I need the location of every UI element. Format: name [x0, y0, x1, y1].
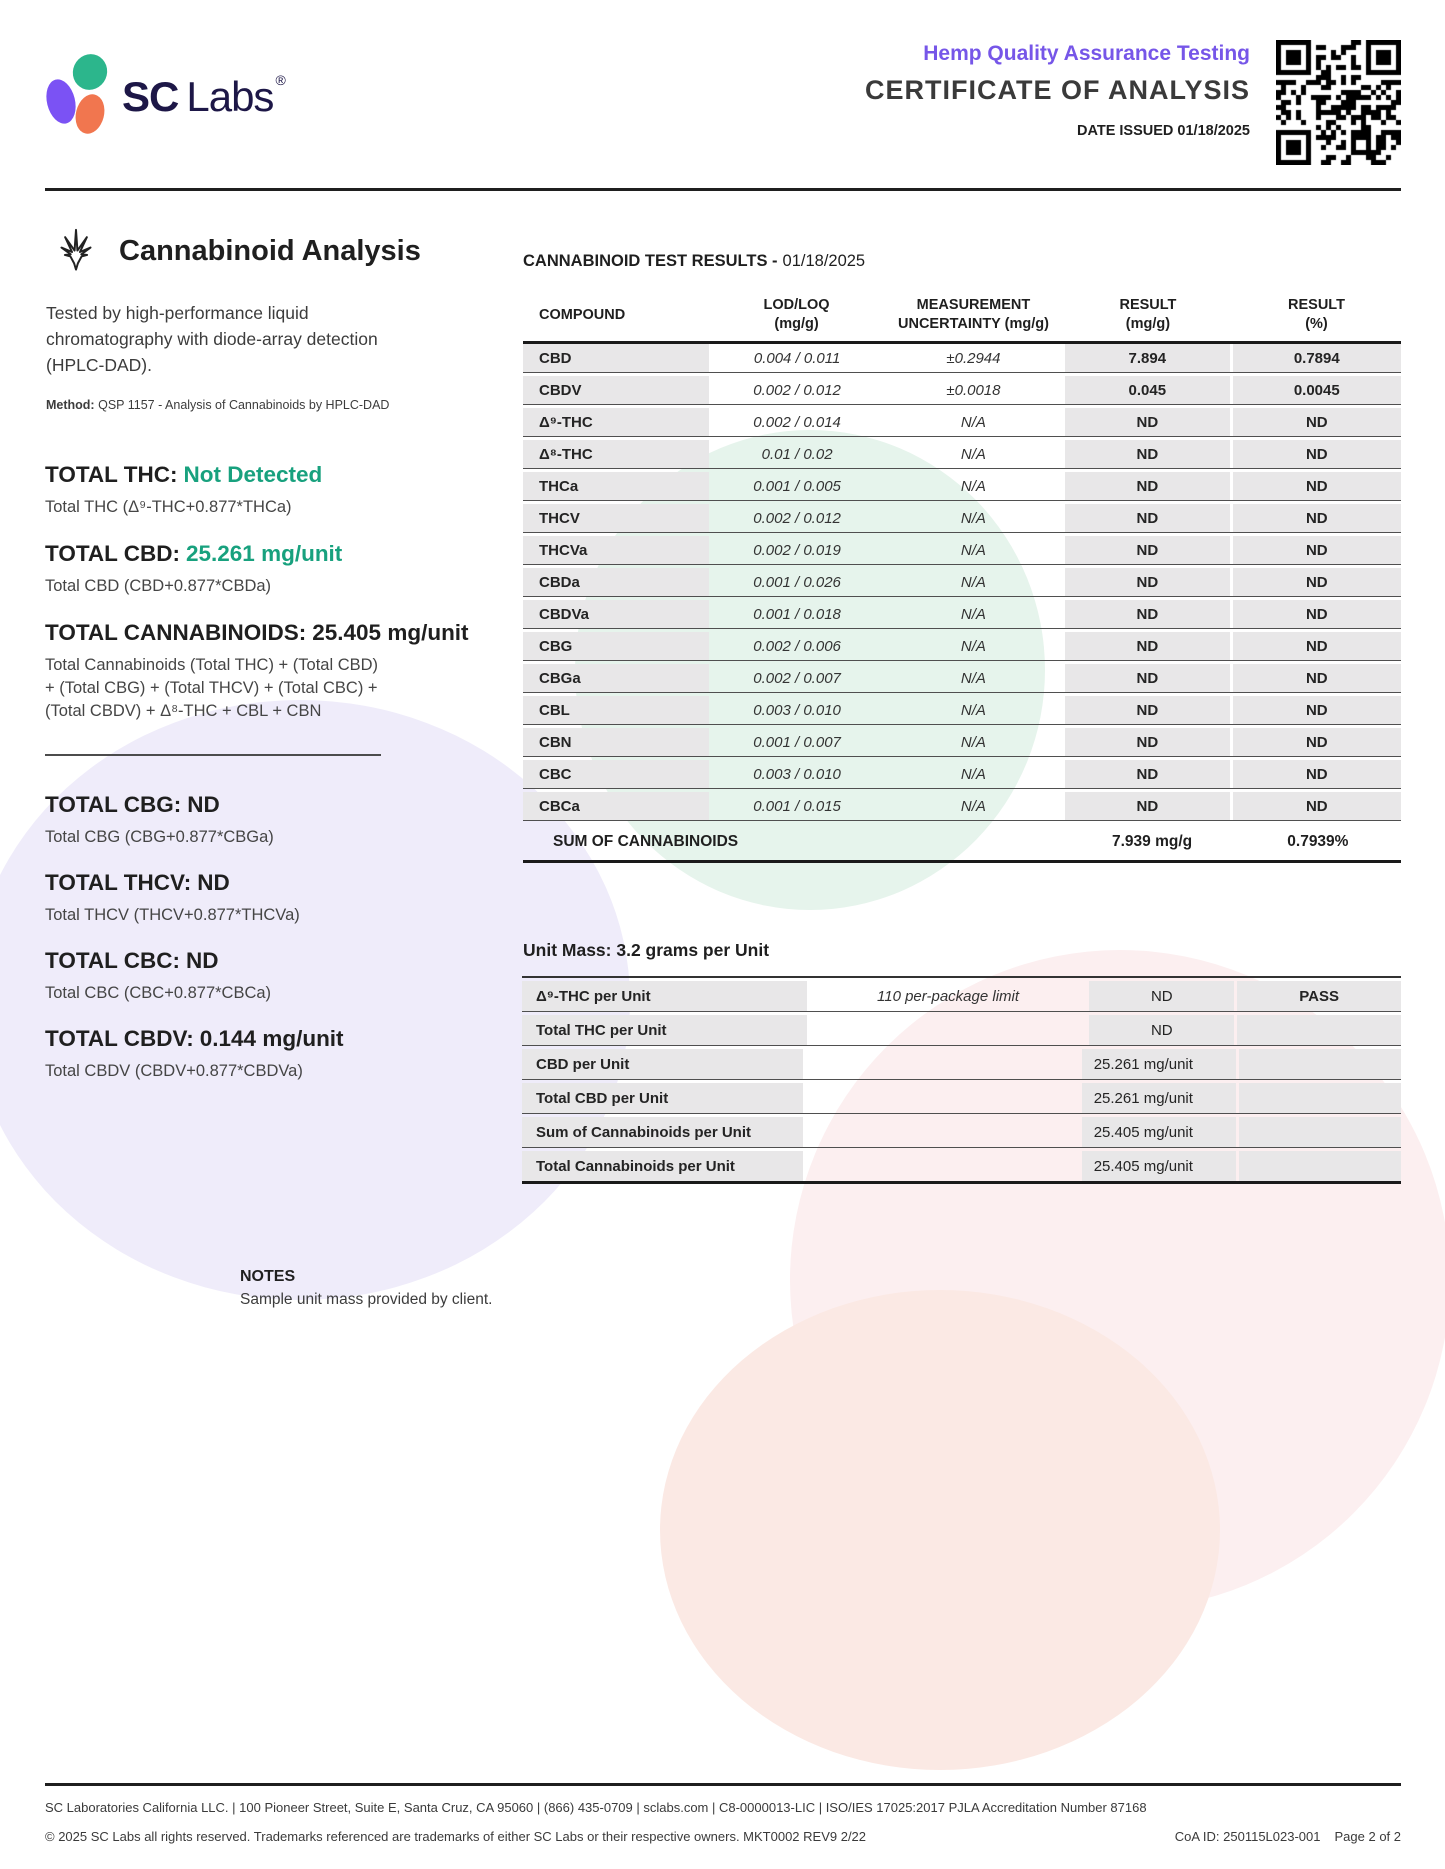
- cell-lod_loq: 0.004 / 0.011: [753, 349, 841, 367]
- cell-result_mg: ND: [1065, 632, 1229, 660]
- cell-result_mg: ND: [1065, 600, 1229, 628]
- table-row: [523, 376, 1401, 405]
- cell-result_pct: ND: [1233, 760, 1401, 788]
- cell-result_pct: ND: [1233, 440, 1401, 468]
- total-cbdv-label: TOTAL CBDV:: [45, 1026, 194, 1051]
- cell-uncertainty: N/A: [960, 541, 986, 559]
- cell-uncertainty: N/A: [960, 477, 986, 495]
- cell-uncertainty: N/A: [960, 637, 986, 655]
- hemp-leaf-icon: [45, 218, 107, 284]
- total-cbd-formula: Total CBD (CBD+0.877*CBDa): [45, 577, 272, 595]
- footer-copyright: © 2025 SC Labs all rights reserved. Trademarks referenced are trademarks of either SC Labs or their respective owners. MKT0002 REV9 2/22: [45, 1829, 867, 1844]
- sum-label: SUM OF CANNABINOIDS: [553, 833, 739, 850]
- cell-result: 25.261 mg/unit: [1082, 1049, 1237, 1079]
- total-thcv-block: [45, 870, 445, 927]
- footer-legal-line: [45, 1829, 1401, 1844]
- cell-lod_loq: 0.001 / 0.015: [753, 797, 841, 815]
- cell-compound: THCVa: [523, 536, 709, 564]
- column-header-result-mg: RESULT (mg/g): [1119, 297, 1177, 332]
- salmon-blob-decoration: [660, 1290, 1220, 1770]
- total-thc-value: Not Detected: [183, 462, 323, 487]
- table-row: [523, 728, 1401, 757]
- total-thcv-heading: [45, 870, 445, 896]
- cell-result_pct: ND: [1233, 728, 1401, 756]
- cell-result_pct: ND: [1233, 792, 1401, 820]
- cell-compound: Δ⁹-THC: [523, 408, 709, 436]
- cell-uncertainty: N/A: [960, 605, 986, 623]
- cell-result_pct: ND: [1233, 408, 1401, 436]
- table-row: [522, 1151, 1401, 1184]
- notes-body: Sample unit mass provided by client.: [240, 1291, 493, 1308]
- total-cbdv-value: 0.144 mg/unit: [199, 1026, 344, 1051]
- footer-divider: [45, 1783, 1401, 1786]
- cell-result_pct: ND: [1233, 568, 1401, 596]
- cell-uncertainty: ±0.2944: [946, 349, 1001, 367]
- cell-pass: [1239, 1049, 1401, 1079]
- table-row: [523, 344, 1401, 373]
- column-header-lodloq: LOD/LOQ (mg/g): [763, 297, 830, 332]
- column-header-compound: COMPOUND: [539, 306, 626, 323]
- cell-uncertainty: N/A: [960, 573, 986, 591]
- total-cbd-label: TOTAL CBD:: [45, 541, 180, 566]
- cell-uncertainty: N/A: [960, 445, 986, 463]
- table-row: [522, 981, 1401, 1012]
- cell-result_mg: 0.045: [1065, 376, 1229, 404]
- cell-pass: [1239, 1151, 1401, 1181]
- cell-result: 25.405 mg/unit: [1082, 1151, 1237, 1181]
- cell-compound: CBDVa: [523, 600, 709, 628]
- certificate-title: CERTIFICATE OF ANALYSIS: [864, 75, 1250, 105]
- method-description: Tested by high-performance liquid chromatography with diode-array detection (HPLC-DAD).: [46, 303, 378, 375]
- cell-uncertainty: N/A: [960, 413, 986, 431]
- cell-result_pct: ND: [1233, 536, 1401, 564]
- cell-middle: [806, 1151, 1079, 1181]
- logo-registered-mark: ®: [275, 72, 285, 88]
- cell-middle: [806, 1117, 1079, 1147]
- footer-lab-info: SC Laboratories California LLC. | 100 Pioneer Street, Suite E, Santa Cruz, CA 95060 | (866) 435-0709 | sclabs.com | C8-0000013-LIC | ISO/IES 17025:2017 PJLA Accreditation Number 87168: [45, 1800, 1147, 1815]
- table-row: [523, 568, 1401, 597]
- logo-oval-purple: [42, 76, 80, 126]
- total-cbd-value: 25.261 mg/unit: [186, 541, 343, 566]
- cell-lod_loq: 0.002 / 0.007: [753, 669, 841, 687]
- table-row: [523, 760, 1401, 789]
- cell-compound: CBL: [523, 696, 709, 724]
- cell-lod_loq: 0.001 / 0.007: [753, 733, 841, 751]
- cell-lod_loq: 0.01 / 0.02: [761, 445, 833, 463]
- cell-compound: THCV: [523, 504, 709, 532]
- table-row: [523, 600, 1401, 629]
- cell-uncertainty: N/A: [960, 797, 986, 815]
- cell-compound: THCa: [523, 472, 709, 500]
- cell-result_mg: ND: [1065, 504, 1229, 532]
- cell-pass: [1239, 1117, 1401, 1147]
- total-cbdv-heading: [45, 1026, 445, 1052]
- cell-compound: CBGa: [523, 664, 709, 692]
- total-cannabinoids-value: 25.405 mg/unit: [312, 620, 469, 645]
- column-header-result-pct: RESULT (%): [1288, 297, 1345, 332]
- total-cbd-block: [45, 541, 445, 598]
- cell-uncertainty: N/A: [960, 765, 986, 783]
- cell-middle: 110 per-package limit: [877, 987, 1020, 1005]
- table-row: [523, 472, 1401, 501]
- cell-pass: [1237, 1015, 1401, 1045]
- sclabs-logo-text: [122, 72, 285, 121]
- cell-result_pct: ND: [1233, 696, 1401, 724]
- total-cbc-formula: Total CBC (CBC+0.877*CBCa): [45, 984, 272, 1002]
- cell-lod_loq: 0.002 / 0.012: [753, 509, 841, 527]
- cell-lod_loq: 0.001 / 0.026: [753, 573, 841, 591]
- cell-compound: CBDV: [523, 376, 709, 404]
- cell-result_mg: ND: [1065, 728, 1229, 756]
- cell-uncertainty: ±0.0018: [946, 381, 1001, 399]
- cell-result_mg: 7.894: [1065, 344, 1229, 372]
- cell-uncertainty: N/A: [960, 733, 986, 751]
- total-thc-heading: [45, 462, 445, 488]
- cell-label: Total Cannabinoids per Unit: [522, 1151, 803, 1181]
- section-title: Cannabinoid Analysis: [119, 234, 421, 267]
- date-issued: DATE ISSUED 01/18/2025: [1076, 123, 1250, 139]
- total-cbd-heading: [45, 541, 445, 567]
- total-cannabinoids-heading: [45, 620, 469, 646]
- footer-right: [1161, 1829, 1401, 1844]
- cell-lod_loq: 0.003 / 0.010: [753, 765, 841, 783]
- table-row: [523, 440, 1401, 469]
- logo-sc: SC: [122, 73, 179, 120]
- cell-compound: CBN: [523, 728, 709, 756]
- total-thcv-label: TOTAL THCV:: [45, 870, 192, 895]
- cell-result_mg: ND: [1065, 568, 1229, 596]
- total-cbg-label: TOTAL CBG:: [45, 792, 182, 817]
- cell-lod_loq: 0.003 / 0.010: [753, 701, 841, 719]
- table-row: [523, 536, 1401, 565]
- total-thc-formula: Total THC (Δ⁹-THC+0.877*THCa): [45, 498, 292, 516]
- cell-pass: [1239, 1083, 1401, 1113]
- cell-result_mg: ND: [1065, 760, 1229, 788]
- unit-mass-heading: Unit Mass: 3.2 grams per Unit: [523, 940, 770, 960]
- cell-lod_loq: 0.002 / 0.006: [753, 637, 841, 655]
- total-cbg-formula: Total CBG (CBG+0.877*CBGa): [45, 828, 274, 846]
- total-cannabinoids-formula: Total Cannabinoids (Total THC) + (Total CBD) + (Total CBG) + (Total THCV) + (Total CBC) + (Total CBDV) + Δ⁸-THC + CBL + CBN: [45, 656, 379, 720]
- cell-result_mg: ND: [1065, 696, 1229, 724]
- notes-title: NOTES: [240, 1268, 296, 1285]
- cell-uncertainty: N/A: [960, 669, 986, 687]
- cell-lod_loq: 0.002 / 0.014: [753, 413, 841, 431]
- cell-result_mg: ND: [1065, 792, 1229, 820]
- cell-middle: [806, 1049, 1079, 1079]
- cell-label: Total CBD per Unit: [522, 1083, 803, 1113]
- cell-middle: [810, 1015, 1087, 1045]
- cell-lod_loq: 0.001 / 0.005: [753, 477, 841, 495]
- header-divider: [45, 188, 1401, 191]
- cell-result_mg: ND: [1065, 472, 1229, 500]
- results-heading-title: CANNABINOID TEST RESULTS -: [523, 252, 778, 270]
- cell-result_pct: 0.7894: [1233, 344, 1401, 372]
- table-row: [523, 408, 1401, 437]
- table-row: [523, 696, 1401, 725]
- qr-code: [1276, 40, 1401, 165]
- cell-label: CBD per Unit: [522, 1049, 803, 1079]
- results-heading: [523, 252, 865, 271]
- cell-result_pct: ND: [1233, 504, 1401, 532]
- cell-lod_loq: 0.002 / 0.012: [753, 381, 841, 399]
- total-cbc-block: [45, 948, 445, 1005]
- table-row: [522, 1083, 1401, 1114]
- title-block: [865, 42, 1250, 139]
- total-cbdv-block: [45, 1026, 445, 1083]
- cell-compound: CBG: [523, 632, 709, 660]
- table-row: [523, 632, 1401, 661]
- notes-section: [240, 1268, 660, 1309]
- cell-uncertainty: N/A: [960, 701, 986, 719]
- cell-compound: Δ⁸-THC: [523, 440, 709, 468]
- table-row: [523, 664, 1401, 693]
- sum-result-pct: 0.7939%: [1287, 833, 1349, 850]
- cell-uncertainty: N/A: [960, 509, 986, 527]
- total-cannabinoids-label: TOTAL CANNABINOIDS:: [45, 620, 307, 645]
- cell-result: ND: [1089, 1015, 1234, 1045]
- results-heading-date: 01/18/2025: [782, 252, 866, 270]
- cell-result_mg: ND: [1065, 664, 1229, 692]
- table-row: [523, 792, 1401, 821]
- logo-labs: Labs: [186, 73, 274, 120]
- total-thcv-value: ND: [197, 870, 230, 895]
- total-cbc-heading: [45, 948, 445, 974]
- total-cbc-value: ND: [186, 948, 219, 973]
- logo-oval-green: [67, 49, 113, 96]
- cell-result_mg: ND: [1065, 408, 1229, 436]
- method-value: QSP 1157 - Analysis of Cannabinoids by HPLC-DAD: [98, 398, 390, 412]
- cell-result: 25.405 mg/unit: [1082, 1117, 1237, 1147]
- sclabs-logo-icon: [45, 52, 125, 142]
- method-label: Method:: [46, 398, 95, 412]
- sum-of-cannabinoids-row: [523, 824, 1401, 863]
- cell-result_pct: 0.0045: [1233, 376, 1401, 404]
- total-cbg-block: [45, 792, 445, 849]
- cell-result_pct: ND: [1233, 600, 1401, 628]
- table-row: [522, 1117, 1401, 1148]
- sum-result-mg: 7.939 mg/g: [1111, 833, 1193, 850]
- column-header-uncertainty: MEASUREMENT UNCERTAINTY (mg/g): [898, 297, 1049, 332]
- left-column-divider: [45, 754, 381, 756]
- total-cbg-value: ND: [187, 792, 220, 817]
- unit-mass-table: [522, 976, 1401, 1187]
- cell-result_mg: ND: [1065, 536, 1229, 564]
- results-table-header: [523, 296, 1401, 344]
- method-line: [46, 398, 446, 412]
- cell-result: ND: [1089, 981, 1234, 1011]
- cell-pass: PASS: [1237, 981, 1401, 1011]
- cell-compound: CBC: [523, 760, 709, 788]
- total-thcv-formula: Total THCV (THCV+0.877*THCVa): [45, 906, 300, 924]
- cell-label: Sum of Cannabinoids per Unit: [522, 1117, 803, 1147]
- total-cbc-label: TOTAL CBC:: [45, 948, 180, 973]
- table-row: [522, 1049, 1401, 1080]
- cell-middle: [806, 1083, 1079, 1113]
- table-row: [522, 1015, 1401, 1046]
- total-cbdv-formula: Total CBDV (CBDV+0.877*CBDVa): [45, 1062, 303, 1080]
- table-row: [523, 504, 1401, 533]
- cell-result: 25.261 mg/unit: [1082, 1083, 1237, 1113]
- cannabinoid-analysis-header: [45, 218, 421, 284]
- total-thc-block: [45, 462, 445, 519]
- cell-compound: CBD: [523, 344, 709, 372]
- cannabinoid-results-table: [523, 296, 1401, 863]
- total-cbg-heading: [45, 792, 445, 818]
- cell-compound: CBDa: [523, 568, 709, 596]
- total-cannabinoids-block: [45, 620, 469, 723]
- cell-lod_loq: 0.001 / 0.018: [753, 605, 841, 623]
- program-title: Hemp Quality Assurance Testing: [923, 42, 1250, 65]
- coa-id: CoA ID: 250115L023-001: [1174, 1829, 1321, 1844]
- total-thc-label: TOTAL THC:: [45, 462, 178, 487]
- logo-oval-orange: [72, 91, 109, 137]
- cell-label: Δ⁹-THC per Unit: [522, 981, 807, 1011]
- cell-label: Total THC per Unit: [522, 1015, 807, 1045]
- cell-result_mg: ND: [1065, 440, 1229, 468]
- cell-result_pct: ND: [1233, 632, 1401, 660]
- cell-lod_loq: 0.002 / 0.019: [753, 541, 841, 559]
- results-table-body: [523, 344, 1401, 821]
- page-number: Page 2 of 2: [1334, 1829, 1401, 1844]
- cell-compound: CBCa: [523, 792, 709, 820]
- cell-result_pct: ND: [1233, 664, 1401, 692]
- cell-result_pct: ND: [1233, 472, 1401, 500]
